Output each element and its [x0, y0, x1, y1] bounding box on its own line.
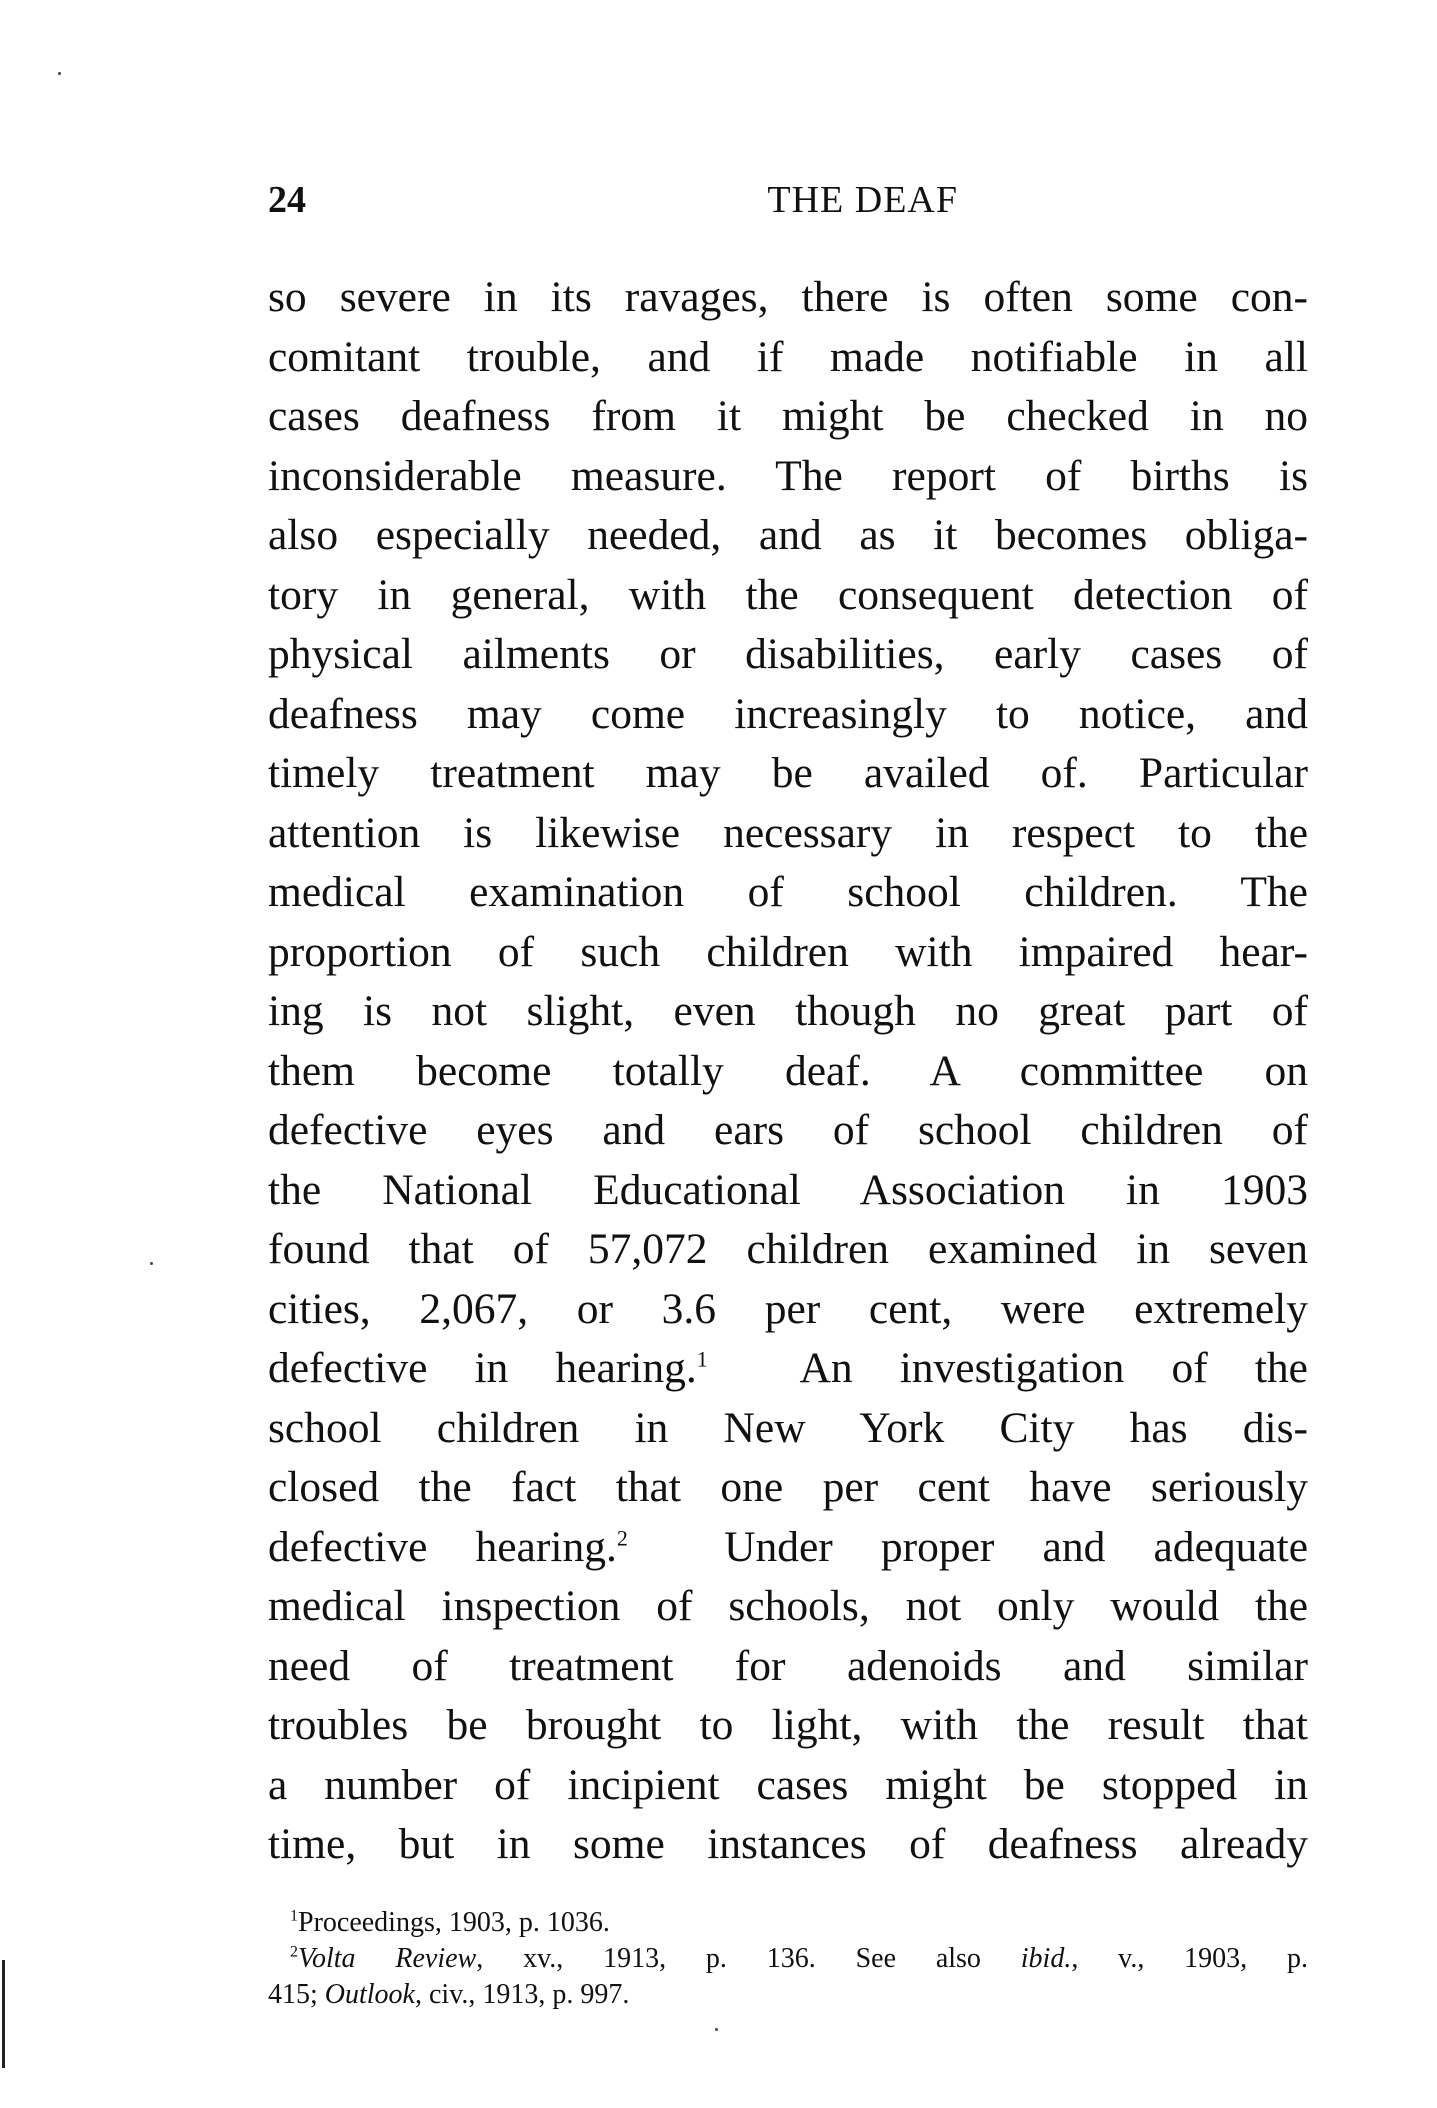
text-line: troubles be brought to light, with the result that [268, 1701, 1308, 1749]
text-line: defective eyes and ears of school children of [268, 1106, 1308, 1154]
text-line: cities, 2,067, or 3.6 per cent, were extremely [268, 1284, 1308, 1333]
scan-speck [150, 1262, 153, 1265]
footnote-text: Proceedings, 1903, p. 1036. [298, 1907, 610, 1938]
text-line-with-footnote [268, 1339, 1308, 1399]
text-line: medical examination of school children. The [268, 868, 1308, 916]
text-line: a number of incipient cases might be stopped in [268, 1760, 1308, 1809]
text-span: An investigation of the [799, 1344, 1308, 1392]
text-line: physical ailments or disabilities, early cases of [268, 630, 1308, 678]
text-line: timely treatment may be availed of. Particular [268, 749, 1308, 797]
text-span: defective in hearing. [268, 1344, 697, 1392]
running-head [268, 178, 1308, 228]
footnote-1 [268, 1905, 1308, 1941]
text-line: school children in New York City has dis- [268, 1403, 1308, 1452]
text-line: them become totally deaf. A committee on [268, 1046, 1308, 1095]
footnote-2-continuation [268, 1977, 1308, 2013]
text-line: the National Educational Association in 1903 [268, 1165, 1308, 1214]
text-line: need of treatment for adenoids and similar [268, 1641, 1308, 1690]
footnote-text: , v., 1903, p. [1071, 1943, 1308, 1974]
text-line: cases deafness from it might be checked in no [268, 392, 1308, 440]
text-line: medical inspection of schools, not only would the [268, 1582, 1308, 1630]
footnote-text: 415; [268, 1979, 325, 2010]
scan-speck [715, 2028, 718, 2031]
scan-margin-line [2, 1960, 5, 2068]
footnote-marker: 2 [290, 1943, 298, 1961]
body-text [268, 268, 1308, 1875]
text-line: found that of 57,072 children examined in seven [268, 1225, 1308, 1273]
text-line: attention is likewise necessary in respect to the [268, 808, 1308, 857]
text-line: ing is not slight, even though no great part of [268, 987, 1308, 1035]
footnote-marker: 1 [290, 1907, 298, 1925]
text-line: closed the fact that one per cent have seriously [268, 1463, 1308, 1511]
text-line: so severe in its ravages, there is often some con- [268, 273, 1308, 321]
text-span: defective hearing. [268, 1522, 617, 1571]
text-line-with-footnote [268, 1518, 1308, 1578]
footnote-ref[interactable]: 2 [616, 1525, 628, 1550]
text-line: deafness may come increasingly to notice, and [268, 689, 1308, 738]
text-line: time, but in some instances of deafness already [268, 1820, 1308, 1868]
running-title: THE DEAF [767, 179, 958, 221]
text-line: also especially needed, and as it becomes obliga- [268, 511, 1308, 559]
footnote-text: , civ., 1913, p. 997. [415, 1979, 630, 2010]
text-line: proportion of such children with impaired hear- [268, 927, 1308, 976]
footnote-source-title: Outlook [324, 1979, 415, 2010]
footnote-source-title: Volta Review [298, 1943, 477, 1974]
footnote-ref[interactable]: 1 [696, 1346, 708, 1372]
footnotes [268, 1905, 1308, 2013]
page-number: 24 [268, 179, 306, 221]
text-line: comitant trouble, and if made notifiable in all [268, 332, 1308, 381]
text-line: inconsiderable measure. The report of births is [268, 451, 1308, 500]
footnote-2 [268, 1941, 1308, 1977]
footnote-ibid: ibid. [1020, 1943, 1072, 1974]
scan-speck [58, 72, 61, 75]
footnote-text: , xv., 1913, p. 136. See also [476, 1943, 1021, 1974]
text-line: tory in general, with the consequent detection of [268, 570, 1308, 619]
text-span: Under proper and adequate [724, 1522, 1309, 1571]
